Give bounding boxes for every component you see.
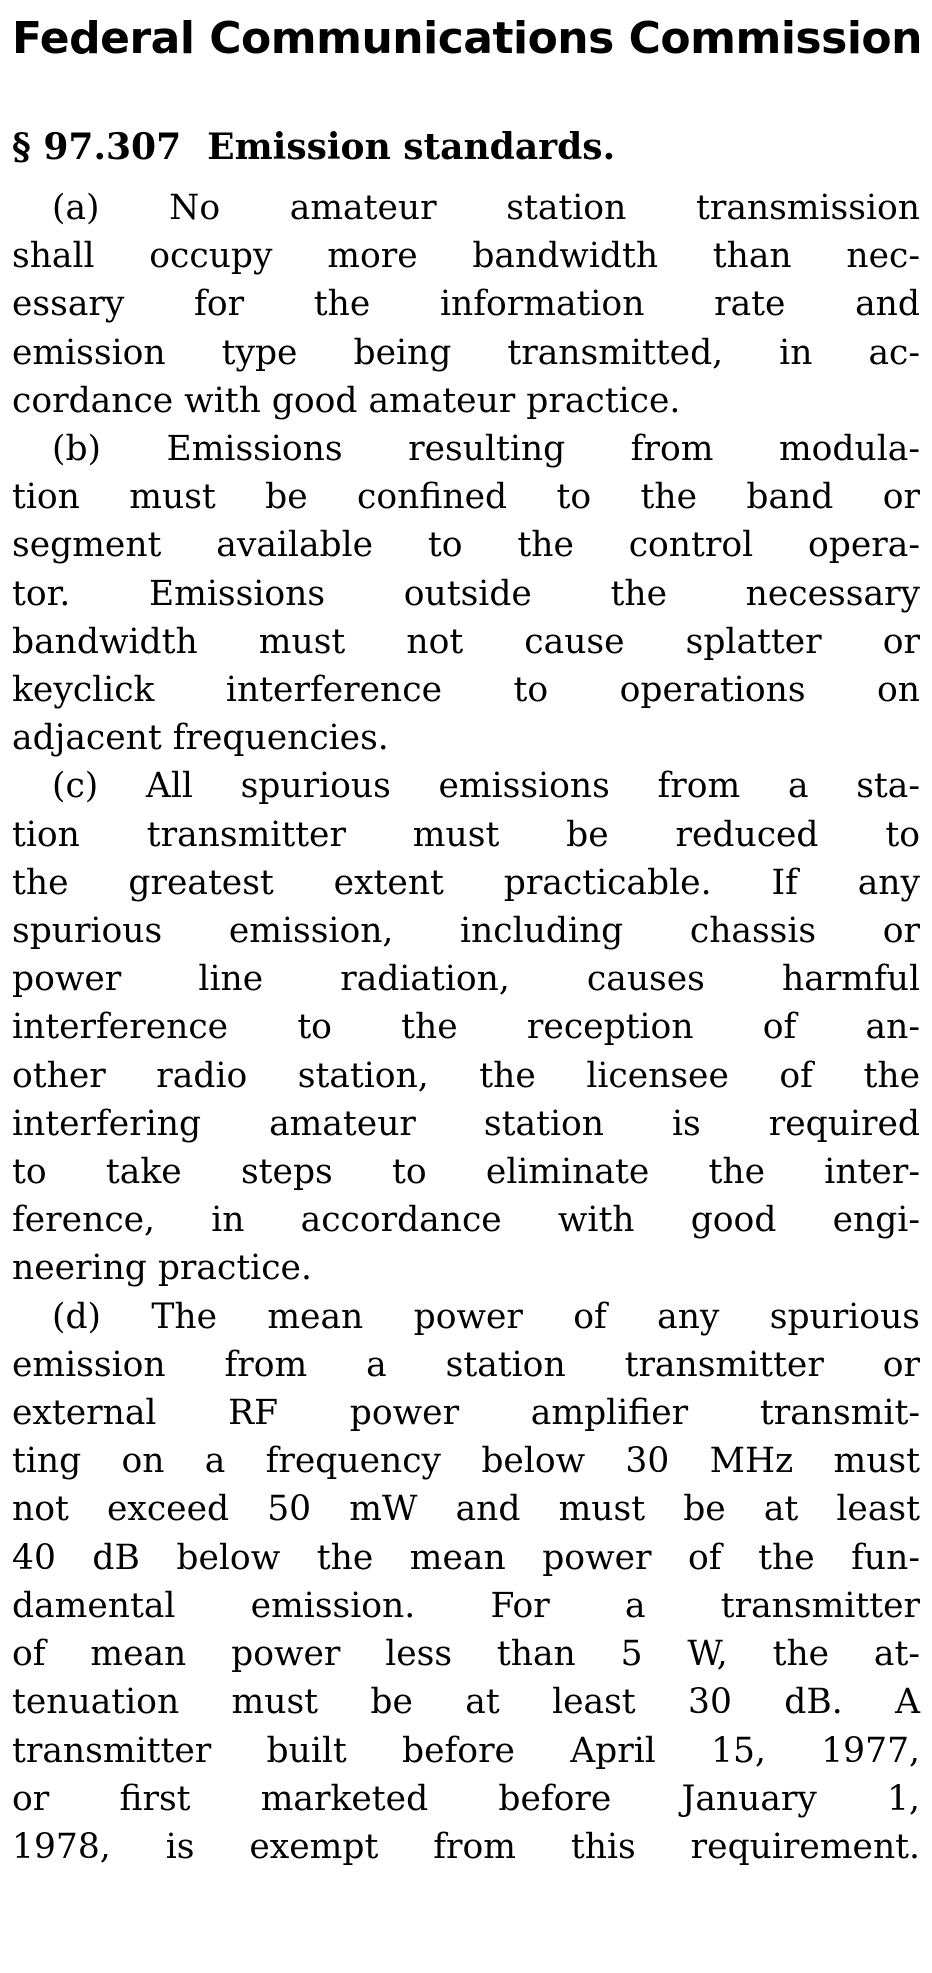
text-line: 1978, is exempt from this requirement. — [12, 1826, 920, 1867]
text-line: of mean power less than 5 W, the at- — [12, 1634, 920, 1675]
text-line: neering practice. — [12, 1248, 312, 1289]
text-line: tion transmitter must be reduced to — [12, 814, 920, 855]
page-header: Federal Communications Commission — [12, 13, 922, 64]
section-title: Emission standards. — [207, 126, 616, 168]
text-line: cordance with good amateur practice. — [12, 380, 681, 421]
text-line: the greatest extent practicable. If any — [12, 862, 920, 903]
section-body — [12, 184, 920, 1871]
text-line: interference to the reception of an- — [12, 1007, 920, 1048]
text-line: segment available to the control opera- — [12, 525, 920, 566]
text-line: spurious emission, including chassis or — [12, 911, 920, 952]
text-line: keyclick interference to operations on — [12, 670, 920, 711]
paragraph-b — [12, 425, 920, 762]
text-line: tion must be confined to the band or — [12, 477, 920, 518]
text-line: transmitter built before April 15, 1977, — [12, 1730, 920, 1771]
text-line: ting on a frequency below 30 MHz must — [12, 1441, 920, 1482]
text-line: to take steps to eliminate the inter- — [12, 1152, 920, 1193]
text-line: 40 dB below the mean power of the fun- — [12, 1537, 920, 1578]
text-line: damental emission. For a transmitter — [12, 1585, 920, 1626]
text-line: emission from a station transmitter or — [12, 1344, 920, 1385]
text-line: ference, in accordance with good engi- — [12, 1200, 920, 1241]
text-line: not exceed 50 mW and must be at least — [12, 1489, 920, 1530]
paragraph-d — [12, 1293, 920, 1871]
text-line: interfering amateur station is required — [12, 1103, 920, 1144]
text-line: essary for the information rate and — [12, 284, 920, 325]
section-heading — [12, 118, 615, 176]
text-line: emission type being transmitted, in ac- — [12, 332, 920, 373]
text-line: (b) Emissions resulting from modula- — [52, 429, 920, 470]
text-line: adjacent frequencies. — [12, 718, 389, 759]
paragraph-c — [12, 762, 920, 1292]
text-line: (c) All spurious emissions from a sta- — [52, 766, 920, 807]
text-line: tor. Emissions outside the necessary — [12, 573, 920, 614]
text-line: tenuation must be at least 30 dB. A — [12, 1682, 920, 1723]
text-line: shall occupy more bandwidth than nec- — [12, 236, 920, 277]
text-line: bandwidth must not cause splatter or — [12, 621, 920, 662]
text-line: (a) No amateur station transmission — [52, 188, 920, 228]
text-line: or first marketed before January 1, — [12, 1778, 920, 1819]
text-line: (d) The mean power of any spurious — [52, 1296, 920, 1337]
text-line: power line radiation, causes harmful — [12, 959, 920, 1000]
paragraph-a — [12, 184, 920, 425]
text-line: other radio station, the licensee of the — [12, 1055, 920, 1096]
text-line: external RF power amplifier transmit- — [12, 1393, 920, 1434]
section-number: § 97.307 — [12, 126, 182, 168]
